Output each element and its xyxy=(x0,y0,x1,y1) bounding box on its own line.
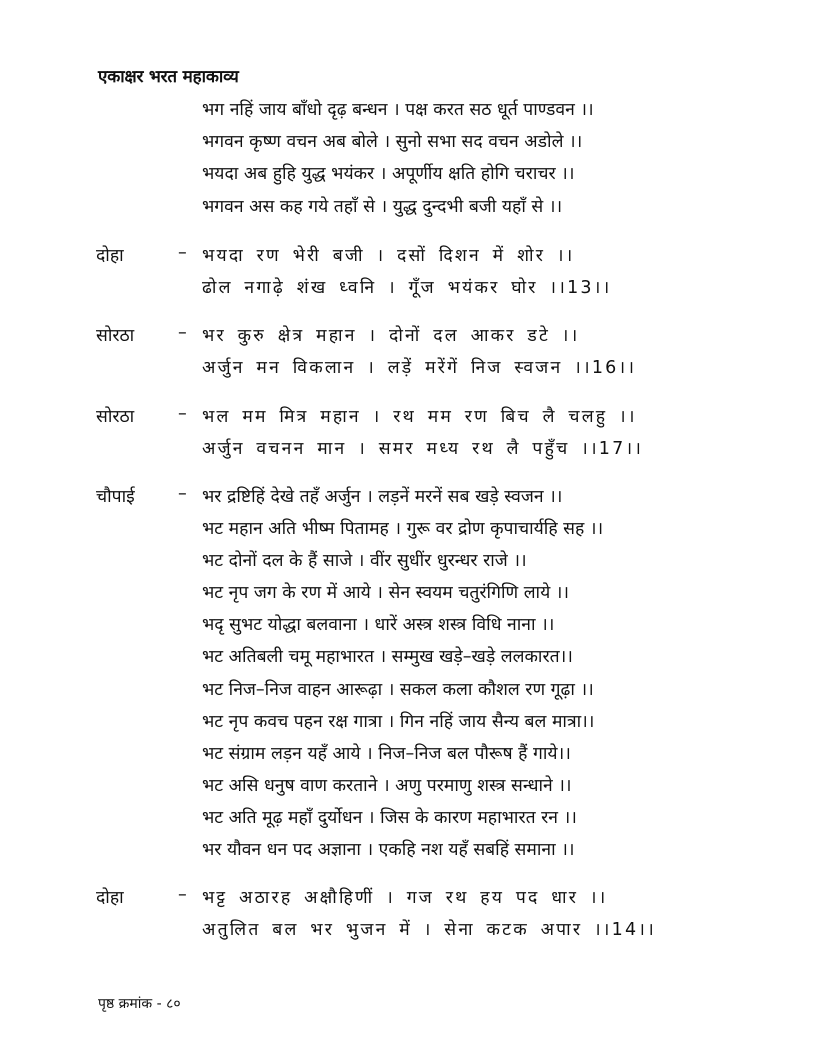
verse-line: भट निज–निज वाहन आरूढ़ा । सकल कला कौशल रण गूढ़ा ।। xyxy=(202,680,594,700)
book-title: एकाक्षर भरत महाकाव्य xyxy=(98,67,239,87)
section-dash: – xyxy=(178,404,187,424)
section-dash: – xyxy=(178,243,187,263)
verse-line: भदृ सुभट योद्धा बलवाना । धारें अस्त्र शस्त्र विधि नाना ।। xyxy=(202,615,555,635)
verse-line: भट महान अति भीष्म पितामह । गुरू वर द्रोण कृपाचार्यहि सह ।। xyxy=(202,519,604,539)
section-dash: – xyxy=(178,885,187,905)
verse-line: अर्जुन मन विकलान । लड़ें मरेंगें निज स्वजन ।।16।। xyxy=(202,358,637,378)
verse-line: भयदा रण भेरी बजी । दसों दिशन में शोर ।। xyxy=(202,246,575,266)
verse-line: भट अति मूढ़ महाँ दुर्योधन । जिस के कारण महाभारत रन ।। xyxy=(202,808,577,828)
verse-line: भट अतिबली चमू महाभारत । सम्मुख खड़े–खड़े ललकारत।। xyxy=(202,647,573,667)
section-label-doha: दोहा xyxy=(96,246,124,266)
verse-line: भगवन अस कह गये तहाँ से । युद्ध दुन्दभी बजी यहाँ से ।। xyxy=(202,197,563,217)
section-label-sortha: सोरठा xyxy=(96,407,135,427)
verse-line: भर कुरु क्षेत्र महान । दोनों दल आकर डटे ।। xyxy=(202,326,580,346)
section-label-chaupai: चौपाई xyxy=(96,487,135,507)
verse-line: भट नृप कवच पहन रक्ष गात्रा । गिन नहिं जाय सैन्य बल मात्रा।। xyxy=(202,712,595,732)
verse-line: भर द्रष्टिहिं देखे तहँ अर्जुन । लड़नें मरनें सब खड़े स्वजन ।। xyxy=(202,487,563,507)
verse-line: भल मम मित्र महान । रथ मम रण बिच लै चलहु ।। xyxy=(202,407,637,427)
verse-line: ढोल नगाढ़े शंख ध्वनि । गूँज भयंकर घोर ।।13।। xyxy=(202,278,612,298)
verse-line: भर यौवन धन पद अज्ञाना । एकहि नश यहँ सबहिं समाना ।। xyxy=(202,840,575,860)
verse-line: भगवन कृष्ण वचन अब बोले । सुनो सभा सद वचन अडोले ।। xyxy=(202,132,583,152)
verse-line: भट नृप जग के रण में आये । सेन स्वयम चतुरंगिणि लाये ।। xyxy=(202,583,570,603)
verse-line: भग नहिं जाय बाँधो दृढ़ बन्धन । पक्ष करत सठ धूर्त पाण्डवन ।। xyxy=(202,100,594,120)
verse-line: भयदा अब हुहि युद्ध भयंकर । अपूर्णीय क्षति होगि चराचर ।। xyxy=(202,164,575,184)
section-dash: – xyxy=(178,323,187,343)
section-label-sortha: सोरठा xyxy=(96,326,135,346)
verse-line: भट संग्राम लड़न यहँ आये । निज–निज बल पौरूष हैं गाये।। xyxy=(202,744,571,764)
verse-line: अतुलित बल भर भुजन में । सेना कटक अपार ।।14।। xyxy=(202,920,656,940)
verse-line: अर्जुन वचनन मान । समर मध्य रथ लै पहुँच ।।17।। xyxy=(202,439,644,459)
verse-line: भट असि धनुष वाण करताने । अणु परमाणु शस्त्र सन्धाने ।। xyxy=(202,776,572,796)
section-dash: – xyxy=(178,484,187,504)
section-label-doha: दोहा xyxy=(96,888,124,908)
page-number: पृष्ठ क्रमांक - ८० xyxy=(98,996,181,1012)
verse-line: भट दोनों दल के हैं साजे । वींर सुधींर धुरन्धर राजे ।। xyxy=(202,551,527,571)
verse-line: भट्ट अठारह अक्षौहिणीं । गज रथ हय पद धार ।। xyxy=(202,888,608,908)
